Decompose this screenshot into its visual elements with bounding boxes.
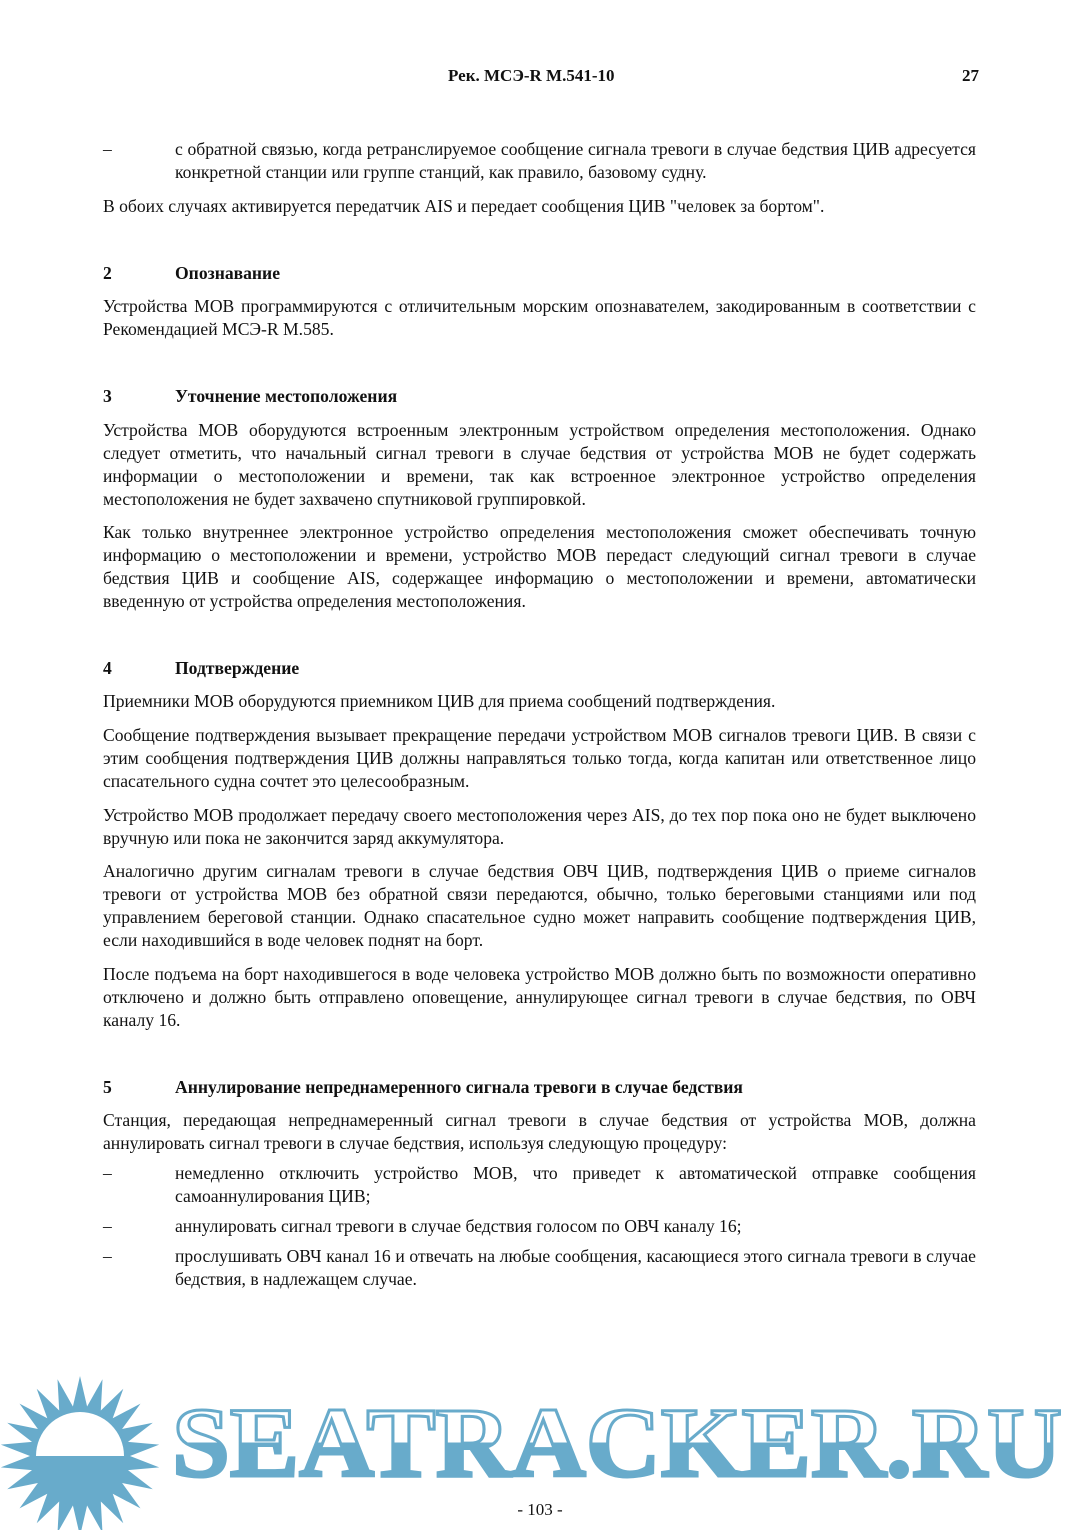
paragraph: Станция, передающая непреднамеренный сигнал тревоги в случае бедствия от устройства MOB, должна аннулировать сигнал тревоги в случае бедствия, используя следующую процедуру: [103, 1110, 976, 1153]
section-title: Уточнение местоположения [175, 386, 398, 406]
bullet-dash: – [103, 139, 112, 159]
paragraph: Устройства MOB оборудуются встроенным электронным устройством определения местоположения. Однако следует отметить, что начальный сигнал тревоги в случае бедствия от устройства MOB не будет содержать информации о местоположении и времени, так как встроенное электронное устройство определения местоположения не будет захвачено спутниковой группировкой. [103, 420, 976, 509]
paragraph: Устройства MOB программируются с отличительным морским опознавателем, закодированным в соответствии с Рекомендацией МСЭ-R M.585. [103, 296, 976, 339]
section-number: 4 [103, 658, 112, 678]
bullet-dash: – [103, 1216, 112, 1236]
paragraph: Приемники MOB оборудуются приемником ЦИВ для приема сообщений подтверждения. [103, 691, 776, 711]
section-number: 5 [103, 1077, 112, 1097]
section-number: 2 [103, 263, 112, 283]
bullet-dash: – [103, 1163, 112, 1183]
running-header-title: Рек. МСЭ-R M.541-10 [448, 66, 615, 85]
paragraph: Устройство MOB продолжает передачу своего местоположения через AIS, до тех пор пока оно не будет выключено вручную или пока не закончится заряд аккумулятора. [103, 805, 976, 848]
watermark-text: SEATRACKER.RU [172, 1387, 1062, 1498]
paragraph: Сообщение подтверждения вызывает прекращение передачи устройством MOB сигналов тревоги ЦИВ. В связи с этим сообщения подтверждения ЦИВ должны направляться только тогда, когда капитан или ответственное лицо спасательного судна сочтет это целесообразным. [103, 725, 976, 791]
bullet-text: аннулировать сигнал тревоги в случае бедствия голосом по ОВЧ каналу 16; [175, 1216, 742, 1236]
running-header-page: 27 [962, 66, 979, 85]
section-title: Опознавание [175, 263, 281, 283]
section-title: Аннулирование непреднамеренного сигнала тревоги в случае бедствия [175, 1077, 743, 1097]
section-heading-3 [103, 385, 398, 408]
paragraph: В обоих случаях активируется передатчик AIS и передает сообщения ЦИВ "человек за бортом". [103, 196, 825, 216]
bullet-text: прослушивать ОВЧ канал 16 и отвечать на любые сообщения, касающиеся этого сигнала тревоги в случае бедствия, в надлежащем случае. [175, 1246, 976, 1289]
bullet-text: с обратной связью, когда ретранслируемое сообщение сигнала тревоги в случае бедствия ЦИВ адресуется конкретной станции или группе станций, как правило, базовому судну. [175, 139, 976, 182]
section-number: 3 [103, 386, 112, 406]
page-number: - 103 - [517, 1500, 563, 1519]
bullet-text: немедленно отключить устройство MOB, что приведет к автоматической отправке сообщения самоаннулирования ЦИВ; [175, 1163, 976, 1206]
paragraph: После подъема на борт находившегося в воде человека устройство MOB должно быть по возможности оперативно отключено и должно быть отправлено оповещение, аннулирующее сигнал тревоги в случае бедствия, по ОВЧ каналу 16. [103, 964, 976, 1030]
section-heading-5 [103, 1076, 743, 1099]
section-heading-2 [103, 262, 281, 285]
section-title: Подтверждение [175, 658, 300, 678]
paragraph: Как только внутреннее электронное устройство определения местоположения сможет обеспечивать точную информацию о местоположении и времени, устройство MOB передаст следующий сигнал тревоги в случае бедствия ЦИВ и сообщение AIS, содержащее информацию о местоположении и времени, автоматически введенную от устройства определения местоположения. [103, 522, 976, 611]
bullet-dash: – [103, 1246, 112, 1266]
paragraph: Аналогично другим сигналам тревоги в случае бедствия ОВЧ ЦИВ, подтверждения ЦИВ о приеме сигналов тревоги от устройства MOB без обратной связи передаются, обычно, только береговыми станциями или под управлением береговой станции. Однако спасательное судно может направить сообщение подтверждения ЦИВ, если находившийся в воде человек поднят на борт. [103, 861, 976, 950]
section-heading-4 [103, 657, 300, 680]
